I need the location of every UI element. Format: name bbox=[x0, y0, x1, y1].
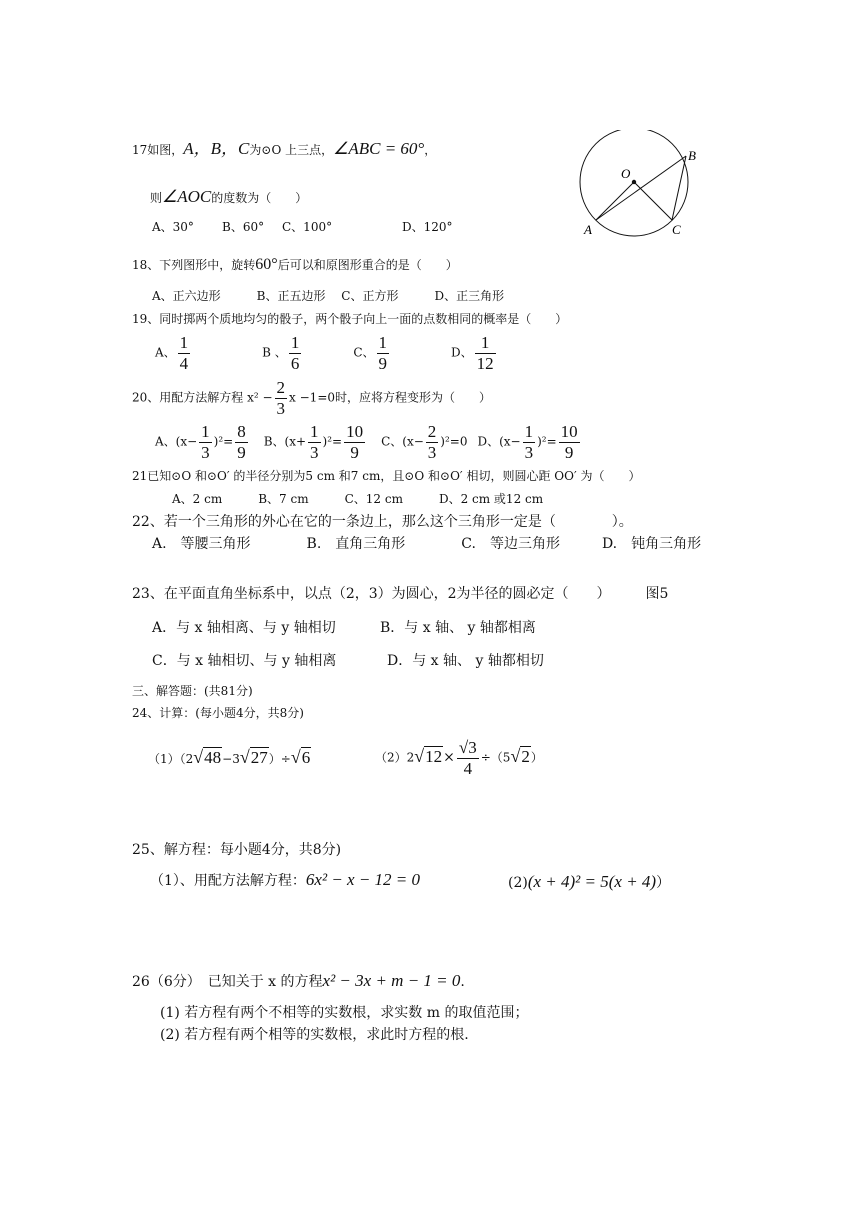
q19-a-den: 4 bbox=[179, 353, 189, 373]
q25-p1-label: （1）、用配方法解方程： bbox=[150, 873, 306, 889]
q24-p2-den: 4 bbox=[463, 758, 473, 778]
q26-part1: (1) 若方程有两个不相等的实数根，求实数 m 的取值范围； bbox=[160, 1005, 529, 1021]
q25-p2-post: ） bbox=[656, 875, 671, 891]
q20-a-pre: A、(x− bbox=[155, 434, 198, 449]
q17-option-d: D、120° bbox=[402, 220, 453, 234]
q17-angle-abc: ∠ABC = 60° bbox=[333, 139, 425, 158]
q19-option-b-frac bbox=[289, 333, 302, 373]
q18-options: A、正六边形 B、正五边形 C、正方形 D、正三角形 bbox=[152, 289, 505, 303]
q18-stem bbox=[132, 257, 458, 273]
q20-d-frac2 bbox=[559, 422, 580, 462]
q17-line2-pre: 则 bbox=[150, 191, 163, 205]
q20-pre: 20、用配方法解方程 x² − bbox=[132, 390, 273, 405]
q26-stem-post: . bbox=[460, 974, 465, 990]
q22-stem: 22、若一个三角形的外心在它的一条边上，那么这个三角形一定是（ ）。 bbox=[132, 514, 633, 530]
q24-p2-frac bbox=[457, 738, 479, 778]
q20-options bbox=[155, 422, 582, 462]
q24-p1-post: ）÷ bbox=[268, 752, 291, 766]
q20-c-d1: 3 bbox=[427, 442, 437, 462]
q24-p2-r2: 2 bbox=[521, 746, 530, 766]
q19-option-c-frac bbox=[377, 333, 390, 373]
q19-stem: 19、同时掷两个质地均匀的骰子，两个骰子向上一面的点数相同的概率是（ ） bbox=[132, 312, 568, 326]
q20-den: 3 bbox=[276, 398, 286, 418]
segment-oc bbox=[634, 182, 672, 220]
q20-num: 2 bbox=[276, 378, 286, 397]
q24-p1-r1: 48 bbox=[204, 748, 222, 767]
q20-d-pre: D、(x− bbox=[477, 434, 521, 449]
q17-line2-post: 的度数为（ ） bbox=[211, 191, 308, 205]
q26-equation: x² − 3x + m − 1 = 0 bbox=[322, 971, 461, 990]
label-o: O bbox=[621, 166, 631, 181]
q25-part2 bbox=[508, 873, 670, 890]
q24-p2-mid: ÷（5 bbox=[480, 750, 511, 765]
q19-option-d-frac bbox=[475, 333, 496, 373]
q18-post: 后可以和原图形重合的是（ ） bbox=[277, 258, 458, 272]
q25-stem: 25、解方程：每小题4分，共8分) bbox=[132, 842, 342, 858]
q17-line1 bbox=[132, 140, 436, 157]
q19-b-den: 6 bbox=[290, 353, 300, 373]
q24-p1-pre: （1）（2 bbox=[148, 752, 194, 766]
q20-a-d2: 9 bbox=[237, 442, 246, 462]
q17-option-b: B、60° bbox=[222, 220, 265, 234]
q24-p2-num: √3 bbox=[458, 738, 477, 757]
label-c: C bbox=[672, 222, 681, 237]
q17-points: A，B，C bbox=[183, 139, 250, 158]
q20-a-n2: 8 bbox=[237, 422, 246, 441]
q20-b-n1: 1 bbox=[310, 422, 319, 441]
q20-a-frac2 bbox=[235, 422, 248, 462]
q20-post: x −1=0时，应将方程变形为（ ） bbox=[289, 390, 492, 405]
q17-tail: ， bbox=[424, 143, 437, 157]
q24-p2-r1: 12 bbox=[425, 746, 443, 766]
q23-option-d: D．与 x 轴、 y 轴都相切 bbox=[387, 653, 544, 669]
q20-d-d1: 3 bbox=[524, 442, 534, 462]
q24-p2-times: × bbox=[443, 749, 455, 766]
q17-option-a: A、30° bbox=[152, 220, 194, 234]
q19-option-a-frac bbox=[178, 333, 191, 373]
q24-p2-post: ） bbox=[530, 750, 543, 765]
q26-stem-pre: 26（6分） 已知关于 x 的方程 bbox=[132, 974, 323, 990]
q20-a-d1: 3 bbox=[201, 442, 210, 462]
q20-a-mid: )²= bbox=[213, 434, 234, 449]
q17-prefix: 17如图， bbox=[132, 143, 184, 157]
circle-figure bbox=[576, 130, 706, 240]
q25-part1 bbox=[150, 871, 420, 888]
q19-c-num: 1 bbox=[378, 333, 387, 352]
q24-p2-root1: √12 bbox=[414, 745, 443, 766]
segment-bc bbox=[672, 156, 686, 220]
q24-p2-pre: （2）2 bbox=[375, 750, 415, 765]
q20-c-frac1 bbox=[426, 422, 439, 462]
center-point bbox=[632, 180, 636, 184]
q20-d-d2: 9 bbox=[564, 442, 574, 462]
q20-b-d2: 9 bbox=[350, 442, 359, 462]
q24-part2 bbox=[375, 738, 543, 778]
q17-line2 bbox=[150, 188, 307, 205]
q19-d-den: 12 bbox=[476, 353, 494, 373]
q20-b-d1: 3 bbox=[310, 442, 319, 462]
q21-options: A、2 cm B、7 cm C、12 cm D、2 cm 或12 cm bbox=[172, 492, 544, 506]
section-heading: 三、解答题：(共81分) bbox=[132, 684, 253, 698]
q19-option-d-label: D、 bbox=[451, 345, 473, 360]
q20-b-mid: )²= bbox=[322, 434, 343, 449]
q21-stem: 21已知⊙O 和⊙O′ 的半径分别为5 cm 和7 cm，且⊙O 和⊙O′ 相切，则圆心距 OO′ 为（ ） bbox=[132, 469, 641, 483]
q20-b-frac1 bbox=[308, 422, 321, 462]
q17-option-c: C、100° bbox=[282, 220, 333, 234]
q23-option-b: B．与 x 轴、 y 轴都相离 bbox=[380, 620, 536, 636]
q19-a-num: 1 bbox=[179, 333, 189, 352]
q20-d-mid: )²= bbox=[537, 434, 557, 449]
q17-angle-aoc: ∠AOC bbox=[162, 187, 212, 206]
q24-p1-root3: √6 bbox=[290, 747, 311, 767]
q25-p2-label: (2) bbox=[508, 875, 528, 891]
q19-b-num: 1 bbox=[290, 333, 300, 352]
q20-frac bbox=[275, 378, 288, 418]
q20-d-frac1 bbox=[523, 422, 536, 462]
q19-c-den: 9 bbox=[378, 353, 387, 373]
q26-stem bbox=[132, 972, 465, 989]
q24-p1-root1: √48 bbox=[193, 747, 222, 767]
q23-option-c: C．与 x 轴相切、与 y 轴相离 bbox=[152, 653, 337, 669]
q18-pre: 18、下列图形中，旋转 bbox=[132, 258, 256, 272]
q17-mid: 为⊙O 上三点， bbox=[249, 143, 334, 157]
q20-stem bbox=[132, 378, 491, 418]
q20-c-mid: )²=0 bbox=[440, 434, 468, 449]
segment-ab bbox=[596, 156, 686, 220]
q19-option-b-label: B 、 bbox=[262, 345, 287, 360]
q24-stem: 24、计算：(每小题4分，共8分) bbox=[132, 706, 304, 720]
q24-p1-r2: 27 bbox=[250, 748, 268, 767]
q17-options bbox=[152, 221, 453, 233]
q23-stem: 23、在平面直角坐标系中，以点（2，3）为圆心，2为半径的圆必定（ ） 图5 bbox=[132, 586, 669, 602]
q18-degree: 60° bbox=[255, 256, 278, 273]
q25-p1-equation: 6x² − x − 12 = 0 bbox=[305, 870, 421, 889]
label-b: B bbox=[688, 148, 696, 163]
q19-option-c-label: C、 bbox=[353, 345, 375, 360]
q20-d-n1: 1 bbox=[524, 422, 534, 441]
q19-options bbox=[155, 333, 498, 373]
q23-option-a: A．与 x 轴相离、与 y 轴相切 bbox=[152, 620, 336, 636]
q19-d-num: 1 bbox=[475, 333, 496, 354]
q22-options: A. 等腰三角形 B. 直角三角形 C. 等边三角形 D. 钝角三角形 bbox=[152, 536, 702, 552]
q20-b-pre: B、(x+ bbox=[263, 434, 307, 449]
q20-c-n1: 2 bbox=[427, 422, 437, 441]
q20-b-n2: 10 bbox=[346, 422, 364, 441]
q25-p2-equation: (x + 4)² = 5(x + 4) bbox=[527, 872, 657, 891]
q19-option-a-label: A、 bbox=[155, 345, 176, 360]
q24-p1-root2: √27 bbox=[239, 747, 268, 767]
q20-a-n1: 1 bbox=[201, 422, 210, 441]
q20-a-frac1 bbox=[199, 422, 212, 462]
q26-part2: (2) 若方程有两个相等的实数根，求此时方程的根. bbox=[160, 1027, 469, 1043]
q24-p1-r3: 6 bbox=[301, 748, 311, 767]
label-a: A bbox=[584, 222, 592, 237]
q24-p1-mid: −3 bbox=[222, 752, 240, 766]
q24-part1 bbox=[148, 748, 311, 766]
q20-d-n2: 10 bbox=[560, 422, 578, 441]
q20-b-frac2 bbox=[344, 422, 365, 462]
q24-p2-root2: √2 bbox=[510, 745, 530, 766]
segment-ao bbox=[596, 182, 634, 220]
q20-c-pre: C、(x− bbox=[381, 434, 424, 449]
